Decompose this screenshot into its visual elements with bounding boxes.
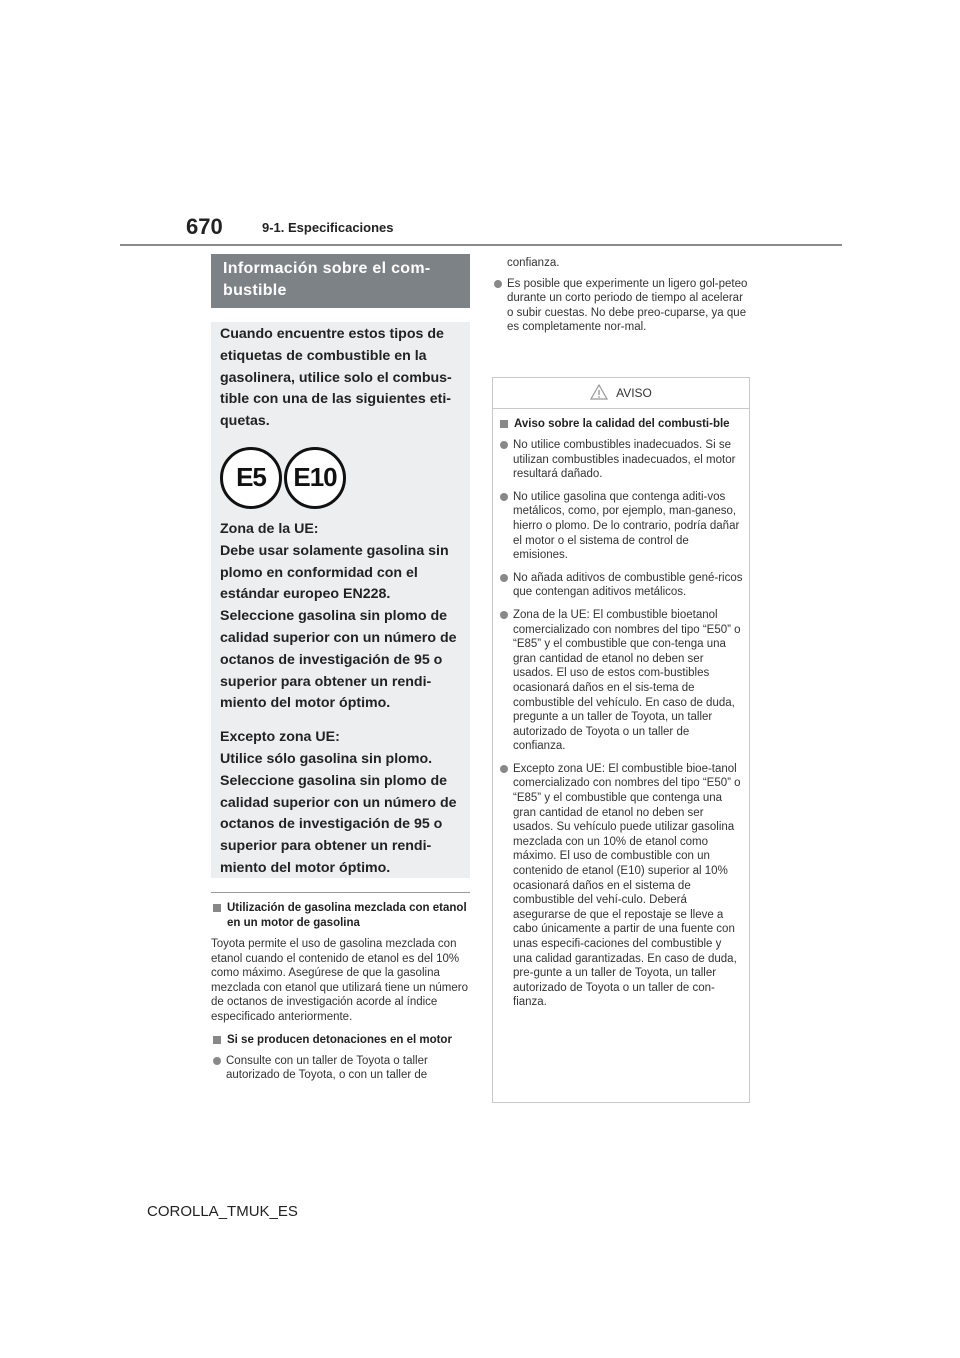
section-title: [211, 254, 470, 308]
round-bullet-icon: [500, 441, 508, 449]
section-title-line1: Información sobre el com-: [223, 260, 431, 277]
fuel-label-e5-badge: E5: [220, 447, 282, 509]
warning-bullet-text: No utilice combustibles inadecuados. Si se utilizan combustibles inadecuados, el motor resultará dañado.: [513, 439, 736, 481]
square-bullet-icon: [213, 1036, 221, 1044]
square-bullet-icon: [500, 420, 508, 428]
fuel-label-badges: [220, 447, 460, 509]
round-bullet-icon: [500, 765, 508, 773]
warning-bullet: [498, 762, 743, 1010]
square-bullet-icon: [213, 904, 221, 912]
fuel-label-e10-badge: E10: [284, 447, 346, 509]
fuel-label-infobox: [211, 322, 470, 878]
warning-heading-text: Aviso sobre la calidad del combusti-ble: [514, 418, 730, 430]
knock-bullet: [211, 1054, 470, 1083]
ethanol-heading-text: Utilización de gasolina mezclada con etanol en un motor de gasolina: [227, 902, 467, 929]
document-code: COROLLA_TMUK_ES: [147, 1203, 298, 1220]
warning-bullet-text: No añada aditivos de combustible gené-ricos que contengan aditivos metálicos.: [513, 571, 743, 599]
infobox-eu-text: Zona de la UE: Debe usar solamente gasolina sin plomo en conformidad con el estándar europeo EN228. Seleccione gasolina sin plomo de calidad superior con un número de octanos de investigación de 95 o superior para obtener un rendi-miento del motor óptimo.: [220, 520, 457, 712]
knock-bullet-text: Consulte con un taller de Toyota o taller autorizado de Toyota, o con un taller de: [226, 1054, 428, 1082]
page-number: 670: [186, 214, 223, 239]
warning-bullet-text: Excepto zona UE: El combustible bioe-tanol comercializado con nombres del tipo “E50” o “E85” y el combustible que contenga una gran cantidad de etanol no deben ser usados. Su vehículo puede utilizar gasolina mezclada con un 10% de etanol como máximo. El uso de combustible con un contenido de etanol (E10) superior al 10% ocasionará daños en el sistema de combustible del vehí-culo. Deberá asegurarse de que el repostaje se lleve a cabo únicamente a partir de una fuente con unas especifi-caciones del combustible y una calidad garantizadas. En caso de duda, pre-gunte a un taller de Toyota, un taller autorizado de Toyota o un taller de con-fianza.: [513, 762, 741, 1009]
round-bullet-icon: [213, 1057, 221, 1065]
knock-subheading: [211, 1033, 470, 1048]
header-rule: [120, 244, 842, 246]
ethanol-subheading: [211, 901, 470, 931]
knock-heading-text: Si se producen detonaciones en el motor: [227, 1033, 452, 1046]
ethanol-paragraph: Toyota permite el uso de gasolina mezclada con etanol cuando el contenido de etanol es del 10% como máximo. Asegúrese de que la gasolina mezclada con etanol que utilizará tiene un número de octanos de investigación acorde al índice especificado anteriormente.: [211, 938, 468, 1023]
warning-bullet: [498, 571, 743, 600]
knock-info-bullet: [492, 277, 750, 335]
infobox-non-eu-text: Excepto zona UE: Utilice sólo gasolina sin plomo. Seleccione gasolina sin plomo de calidad superior con un número de octanos de investigación de 95 o superior para obtener un rendi-miento del motor óptimo.: [220, 729, 457, 876]
warning-triangle-icon: [590, 384, 608, 403]
round-bullet-icon: [500, 611, 508, 619]
breadcrumb: 9-1. Especificaciones: [262, 220, 394, 235]
warning-subheading: [498, 417, 743, 432]
warning-bullet-text: No utilice gasolina que contenga aditi-vos metálicos, como, por ejemplo, man-ganeso, hierro o plomo. De lo contrario, podría dañar el motor o el sistema de control de emisiones.: [513, 490, 740, 562]
warning-bullet: [498, 608, 743, 754]
warning-header: [493, 378, 749, 409]
section-title-line2: bustible: [223, 282, 287, 299]
infobox-intro: Cuando encuentre estos tipos de etiquetas de combustible en la gasolinera, utilice solo el combus-tible con una de las siguientes eti-quetas.: [220, 326, 452, 430]
left-column-body: [211, 892, 470, 1091]
right-column-top: [492, 256, 750, 343]
round-bullet-icon: [494, 280, 502, 288]
warning-box: [492, 377, 750, 1103]
warning-label: AVISO: [616, 386, 652, 400]
warning-bullet-text: Zona de la UE: El combustible bioetanol comercializado con nombres del tipo “E50” o “E85” y el combustible que con-tenga una gran cantidad de etanol no deben ser usados. El uso de estos com-bustibles ocasionará daños en el sis-tema de combustible del vehículo. En caso de duda, pregunte a un taller de Toyota, un taller autorizado de Toyota o un taller de confianza.: [513, 608, 741, 753]
warning-bullet: [498, 490, 743, 563]
continuation-text: confianza.: [507, 257, 560, 269]
warning-body: [493, 409, 749, 1010]
round-bullet-icon: [500, 493, 508, 501]
warning-bullet: [498, 438, 743, 482]
knock-info-text: Es posible que experimente un ligero gol-peteo durante un corto periodo de tiempo al acelerar o subir cuestas. No debe preo-cuparse, ya que es completamente nor-mal.: [507, 277, 748, 334]
round-bullet-icon: [500, 574, 508, 582]
